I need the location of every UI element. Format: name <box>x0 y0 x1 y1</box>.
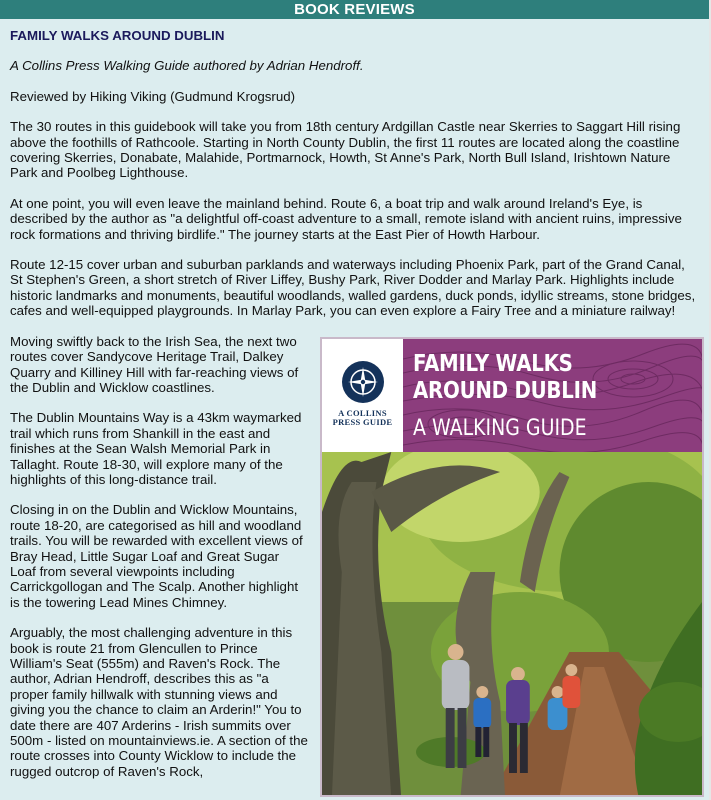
cover-title-line-1: FAMILY WALKS <box>413 350 573 377</box>
review-content <box>0 19 709 800</box>
review-paragraph: Route 12-15 cover urban and suburban parklands and waterways including Phoenix Park, part of the Grand Canal, St Stephen's Green, a short stretch of River Liffey, Bushy Park, River Dodder and Marlay Park. Highlights include historic landmarks and monuments, beautiful woodlands, walled gardens, duck ponds, idyllic streams, stone bridges, cafes and well-equipped playgrounds. In Marlay Park, you can even explore a Fairy Tree and a miniature railway! <box>10 257 696 319</box>
publisher-line-1: A COLLINS <box>338 407 387 418</box>
review-paragraph: Moving swiftly back to the Irish Sea, the next two routes cover Sandycove Heritage Trail, Dalkey Quarry and Killiney Hill with far-reaching views of the Dublin and Wicklow coastlines. <box>10 333 299 395</box>
banner-title: BOOK REVIEWS <box>294 1 415 18</box>
article-subtitle: A Collins Press Walking Guide authored by Adrian Hendroff. <box>10 58 364 74</box>
compass-icon <box>342 361 384 403</box>
publisher-line-2: PRESS GUIDE <box>332 416 393 427</box>
publisher-logo <box>322 339 403 452</box>
reviewer-credit: Reviewed by Hiking Viking (Gudmund Krogsrud) <box>10 88 296 104</box>
review-paragraph: Closing in on the Dublin and Wicklow Mountains, route 18-20, are categorised as hill and woodland trails. You will be rewarded with excellent views of Bray Head, Little Sugar Loaf and Great Sugar Loaf from several viewpoints including Carrickgollogan and The Scalp. Another highlight is the towering Lead Mines Chimney. <box>10 502 303 610</box>
cover-title-band <box>403 339 702 452</box>
review-paragraph: Arguably, the most challenging adventure in this book is route 21 from Glencullen to Prince William's Seat (555m) and Raven's Rock. The author, Adrian Hendroff, describes this as "a proper family hillwalk with stunning views and giving you the chance to claim an Arderin!" You to date there are 407 Arderins - Irish summits over 500m - listed on mountainviews.ie. A section of the route crosses into County Wicklow to include the rugged outcrop of Raven's Rock, <box>10 625 308 779</box>
cover-title-line-2: AROUND DUBLIN <box>413 377 597 404</box>
article-title: FAMILY WALKS AROUND DUBLIN <box>10 28 225 43</box>
book-cover-image <box>320 337 704 797</box>
review-paragraph: At one point, you will even leave the mainland behind. Route 6, a boat trip and walk around Ireland's Eye, is described by the author as "a delightful off-coast adventure to a small, remote island with ancient ruins, impressive rock formations and thriving birdlife." The journey starts at the East Pier of Howth Harbour. <box>10 195 682 242</box>
cover-subtitle: A WALKING GUIDE <box>413 415 587 441</box>
section-banner <box>0 0 709 19</box>
woodland-family-photo <box>322 452 702 797</box>
review-paragraph: The 30 routes in this guidebook will take you from 18th century Ardgillan Castle near Skerries to Saggart Hill rising above the foothills of Rathcoole. Starting in North County Dublin, the first 11 routes are located along the coastline covering Skerries, Donabate, Malahide, Portmarnock, Howth, St Anne's Park, North Bull Island, Irishtown Nature Park and Poolbeg Lighthouse. <box>10 119 681 181</box>
review-paragraph: The Dublin Mountains Way is a 43km waymarked trail which runs from Shankill in the east and finishes at the Sean Walsh Memorial Park in Tallaght. Route 18-30, will explore many of the highlights of this long-distance trail. <box>10 410 302 487</box>
